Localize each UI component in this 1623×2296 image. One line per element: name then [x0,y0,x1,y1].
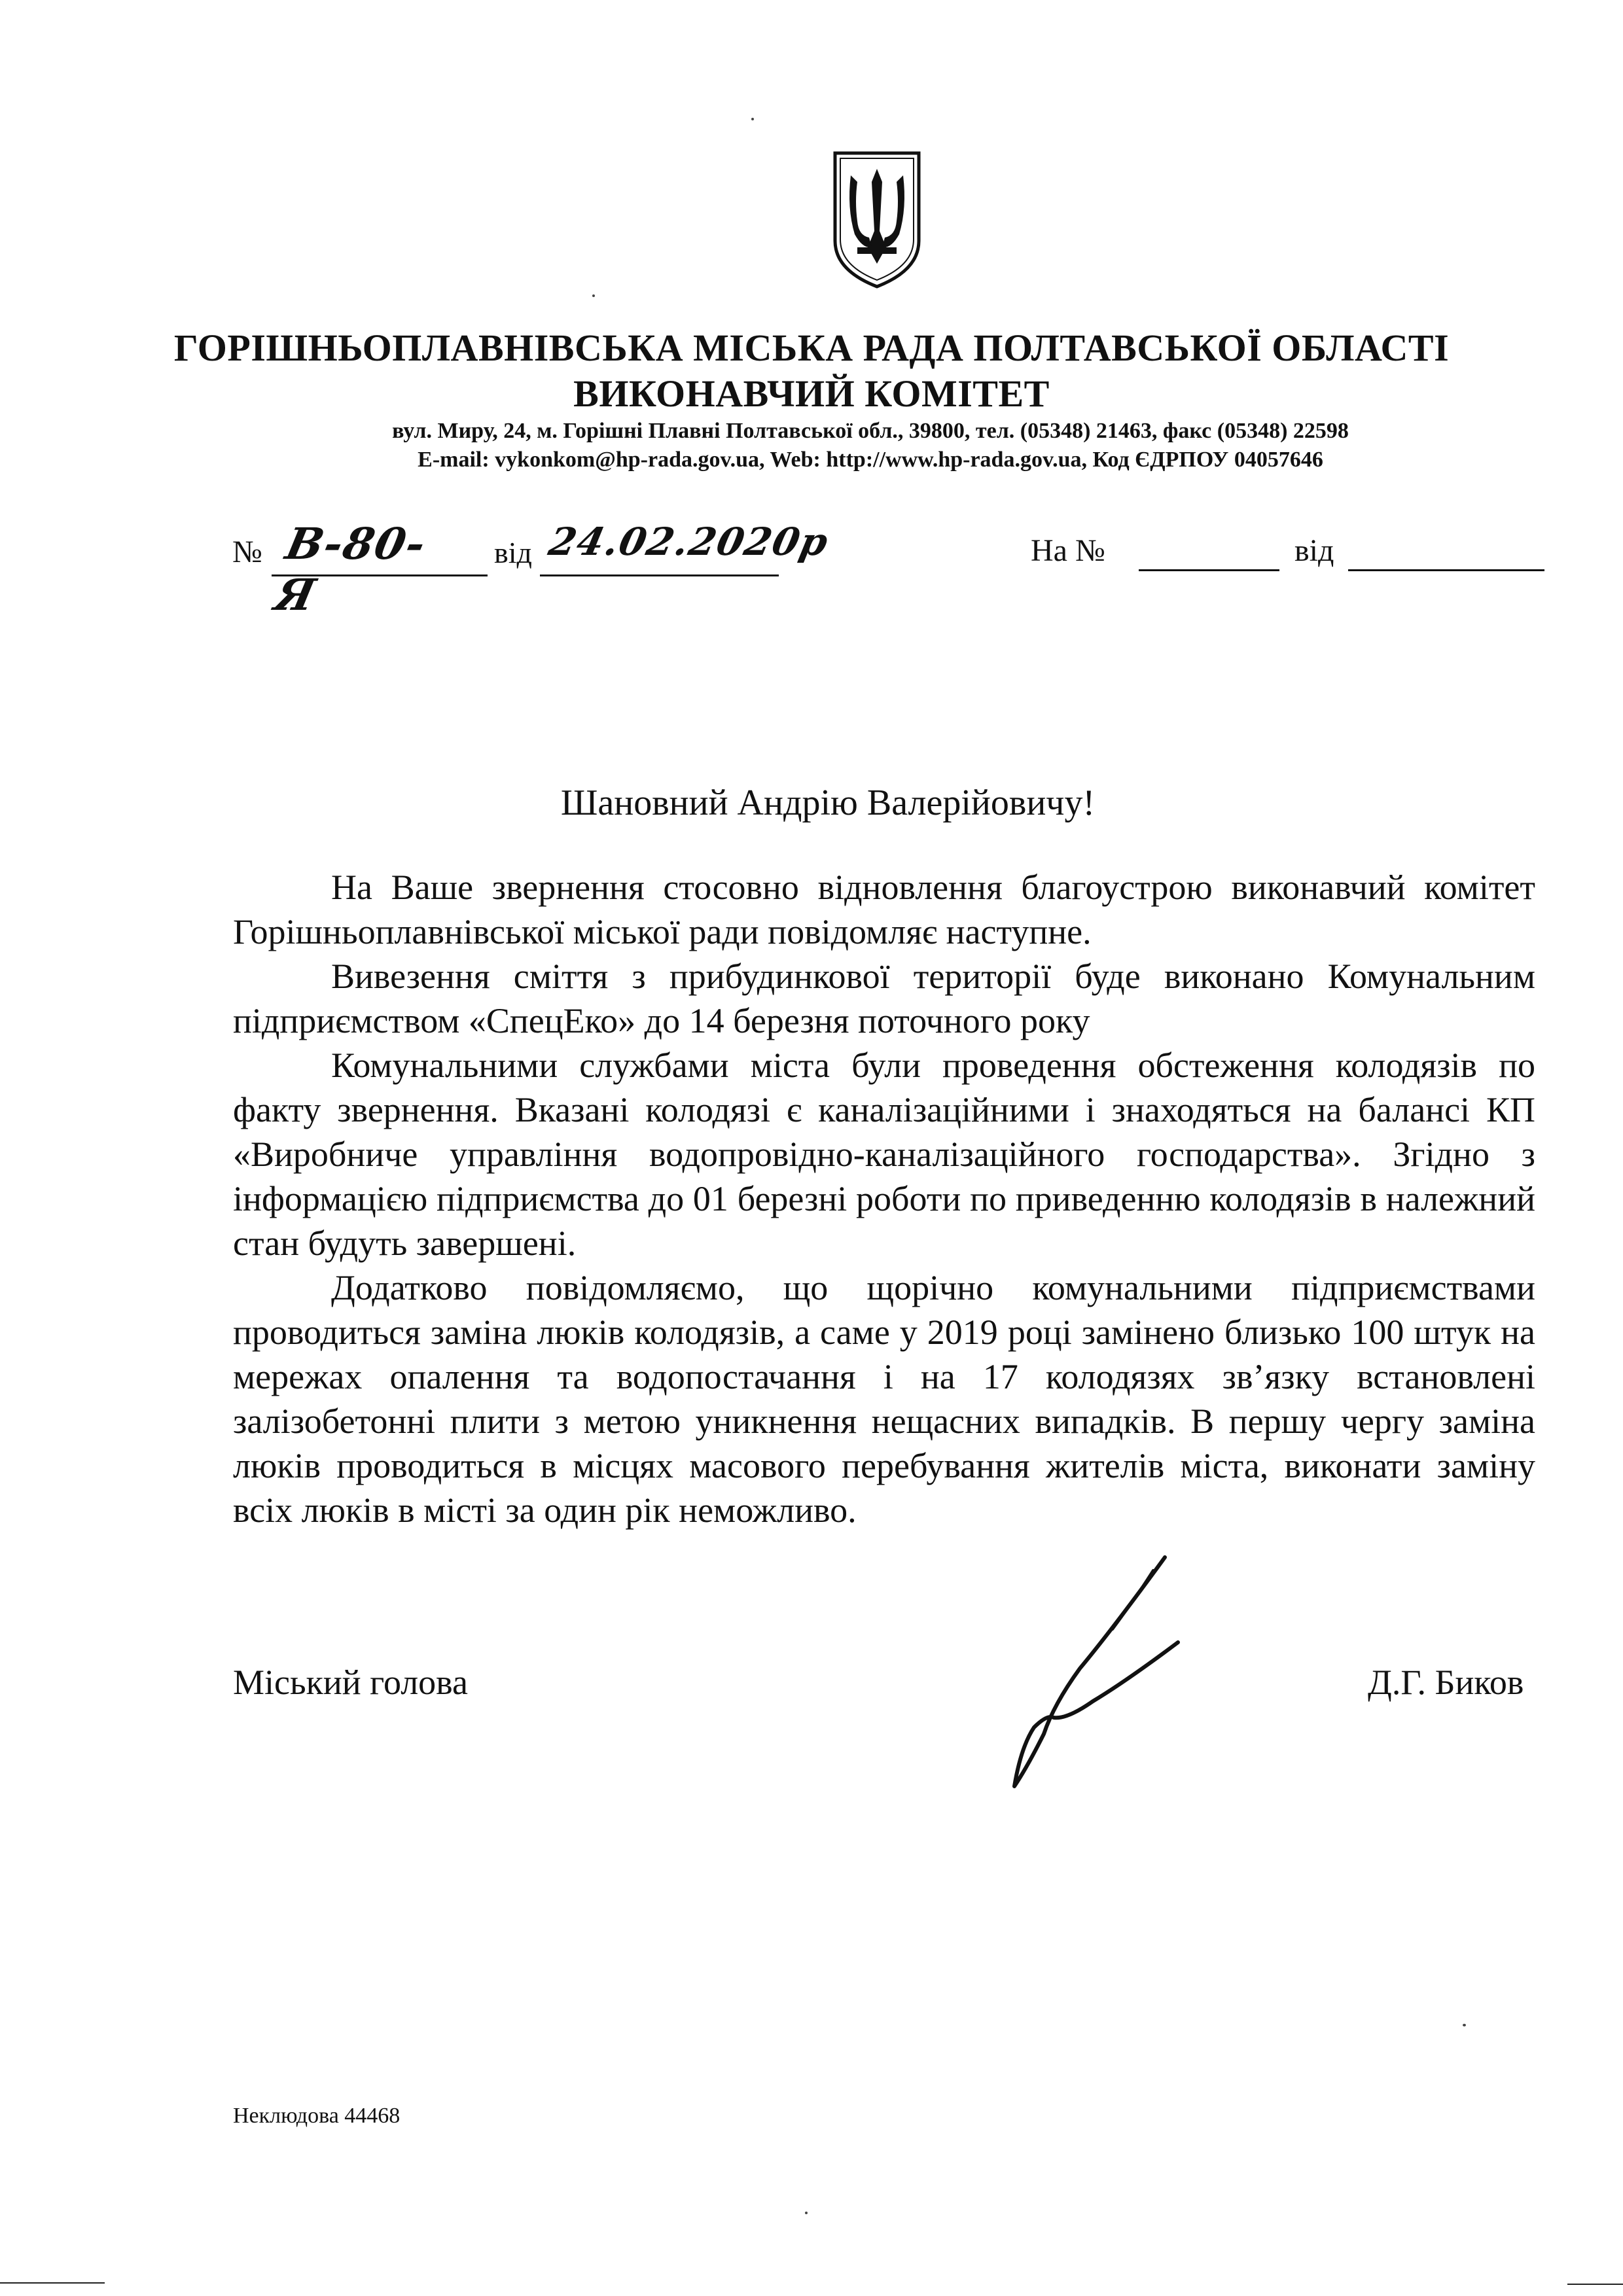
signatory-name: Д.Г. Биков [1368,1663,1524,1702]
date-underline [540,574,779,576]
scan-speck [751,118,754,120]
salutation: Шановний Андрію Валерійовичу! [560,783,1096,823]
paragraph: Комунальними службами міста були проведення обстеження колодязів по факту звернення. Вказані колодязі є каналізаційними і знаходяться на балансі КП «Виробниче управління водопровідно-каналізаційного господарства». Згідно з інформацією підприємства до 01 березні роботи по приведенню колодязів в належний стан будуть завершені. [233,1046,1535,1263]
scan-speck [805,2212,808,2214]
reply-number-blank [1139,569,1279,571]
contact-line: E-mail: vykonkom@hp-rada.gov.ua, Web: http://www.hp-rada.gov.ua, Код ЄДРПОУ 04057646 [418,448,1323,472]
paragraph: Вивезення сміття з прибудинкової території буде виконано Комунальним підприємством «СпецЕко» до 14 березня поточного року [233,957,1535,1040]
reply-number-label: На № [1031,533,1105,568]
signatory-title: Міський голова [233,1663,468,1702]
address-line: вул. Миру, 24, м. Горішні Плавні Полтавської обл., 39800, тел. (05348) 21463, факс (05348) 22598 [392,419,1349,443]
reply-from-label: від [1294,533,1334,568]
handwritten-signature [982,1551,1211,1793]
reply-date-blank [1348,569,1544,571]
scan-speck [1463,2024,1466,2026]
registration-number: В-80-Я [270,518,432,620]
executor-note: Неклюдова 44468 [233,2104,401,2128]
paragraph: На Ваше звернення стосовно відновлення благоустрою виконавчий комітет Горішньоплавнівської міської ради повідомляє наступне. [233,868,1535,951]
organization-name: ГОРІШНЬОПЛАВНІВСЬКА МІСЬКА РАДА ПОЛТАВСЬКОЇ ОБЛАСТІ [173,327,1450,369]
from-label: від [494,536,532,569]
trident-coat-of-arms-icon [831,149,923,290]
registration-date: 24.02.2020р [544,520,834,564]
number-sign: № [232,535,262,569]
scan-edge-line [1567,2284,1623,2285]
paragraph: Додатково повідомляємо, що щорічно комунальними підприємствами проводиться заміна люків колодязів, а саме у 2019 році замінено близько 100 штук на мережах опалення та водопостачання і на 17 колодязях зв’язку встановлені залізобетонні плити з метою уникнення нещасних випадків. В першу чергу заміна люків проводиться в місцях масового перебування жителів міста, виконати заміну всіх люків в місті за один рік неможливо. [233,1268,1535,1530]
scan-speck [592,294,595,297]
scan-edge-line [0,2282,105,2284]
letter-body [233,865,1535,1532]
organization-subtitle: ВИКОНАВЧИЙ КОМІТЕТ [573,372,1050,415]
